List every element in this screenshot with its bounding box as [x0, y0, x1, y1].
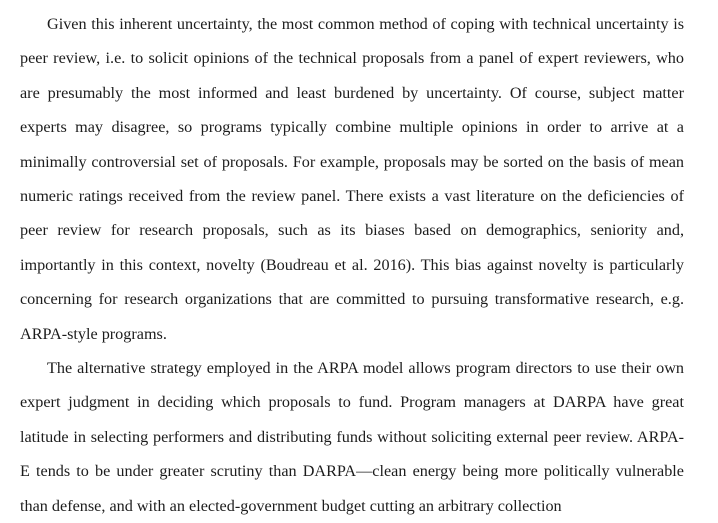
paragraph-peer-review: Given this inherent uncertainty, the most common method of coping with technical uncertainty is peer review, i.e. to solicit opinions of the technical proposals from a panel of expert reviewers, who are presumably the most informed and least burdened by uncertainty. Of course, subject matter experts may disagree, so programs typically combine multiple opinions in order to arrive at a minimally controversial set of proposals. For example, proposals may be sorted on the basis of mean numeric ratings received from the review panel. There exists a vast literature on the deficiencies of peer review for research proposals, such as its biases based on demographics, seniority and, importantly in this context, novelty (Boudreau et al. 2016). This bias against novelty is particularly concerning for research organizations that are committed to pursuing transformative research, e.g. ARPA-style programs.: [20, 15, 684, 343]
paragraph-arpa-model: The alternative strategy employed in the ARPA model allows program directors to use their own expert judgment in deciding which proposals to fund. Program managers at DARPA have great latitude in selecting performers and distributing funds without soliciting external peer review. ARPA-E tends to be under greater scrutiny than DARPA—clean energy being more politically vulnerable than defense, and with an elected-government budget cutting an arbitrary collection: [20, 359, 684, 515]
document-body: [20, 7, 684, 523]
